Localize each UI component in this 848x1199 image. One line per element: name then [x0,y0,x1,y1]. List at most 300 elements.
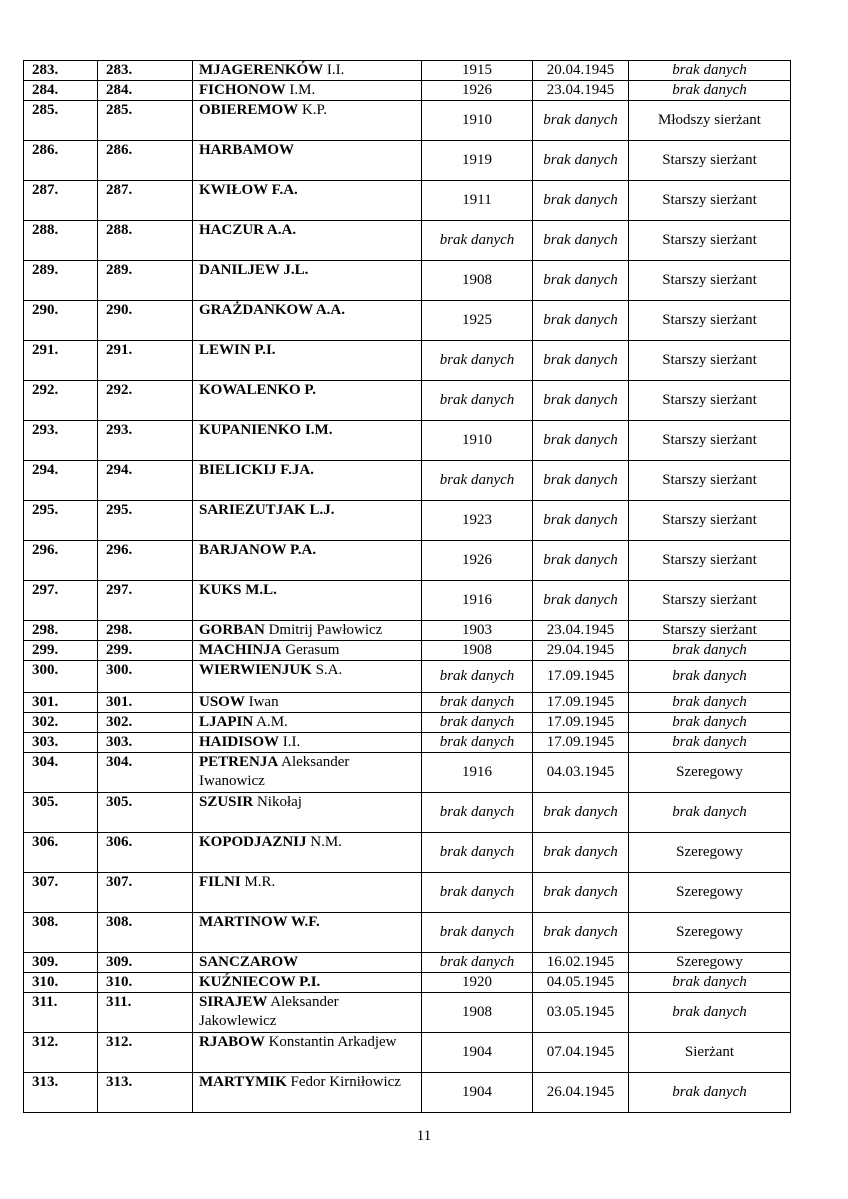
birth-year-text: 1908 [462,1004,492,1020]
birth-year-text: 1920 [462,974,492,990]
entry-number [24,461,98,501]
death-date [533,693,629,713]
surname: HAIDISOW [199,734,280,750]
table-row [24,661,791,693]
list-number-text: 307. [106,874,133,890]
entry-number [24,1033,98,1073]
entry-number [24,713,98,733]
rank [629,1033,791,1073]
list-number [98,621,193,641]
rank-text: Starszy sierżant [662,272,757,288]
surname: FICHONOW [199,82,286,98]
birth-year [422,793,533,833]
table-row [24,641,791,661]
surname: KUPANIENKO I.M. [199,422,333,438]
surname: SZUSIR [199,794,254,810]
list-number-text: 312. [106,1034,133,1050]
table-row [24,61,791,81]
table-row [24,261,791,301]
person-name [193,873,422,913]
entry-number-text: 292. [32,382,59,398]
rank-text: brak danych [672,974,747,990]
given-names: Iwan [248,694,279,710]
table-row [24,501,791,541]
list-number [98,993,193,1033]
death-date-text: 04.03.1945 [546,764,615,780]
person-name [193,713,422,733]
surname: MJAGERENKÓW [199,62,324,78]
list-number-text: 292. [106,382,133,398]
table-row [24,1033,791,1073]
list-number-text: 310. [106,974,133,990]
death-date-text: 23.04.1945 [546,82,615,98]
rank [629,793,791,833]
list-number-text: 298. [106,622,133,638]
death-date [533,541,629,581]
birth-year-text: 1910 [462,112,492,128]
person-name [193,301,422,341]
rank-text: Szeregowy [676,884,743,900]
entry-number [24,993,98,1033]
rank-text: brak danych [672,82,747,98]
entry-number-text: 309. [32,954,59,970]
death-date [533,261,629,301]
birth-year-text: 1911 [462,192,492,208]
death-date [533,873,629,913]
rank [629,641,791,661]
given-names: Konstantin Arkadjew [268,1034,397,1050]
death-date [533,81,629,101]
surname: HACZUR A.A. [199,222,297,238]
person-name [193,141,422,181]
death-date [533,181,629,221]
table-row [24,81,791,101]
entry-number-text: 287. [32,182,59,198]
entry-number-text: 296. [32,542,59,558]
rank [629,661,791,693]
entry-number [24,693,98,713]
list-number-text: 300. [106,662,133,678]
list-number [98,181,193,221]
given-names: Aleksander Jakowlewicz [199,994,339,1029]
table-row [24,181,791,221]
list-number [98,953,193,973]
rank [629,101,791,141]
surname: WIERWIENJUK [199,662,312,678]
birth-year [422,953,533,973]
rank-text: Starszy sierżant [662,392,757,408]
person-name [193,341,422,381]
list-number-text: 308. [106,914,133,930]
person-name [193,581,422,621]
birth-year-text: 1916 [462,764,492,780]
person-name [193,181,422,221]
entry-number [24,953,98,973]
list-number [98,81,193,101]
list-number [98,461,193,501]
birth-year [422,141,533,181]
birth-year-text: 1910 [462,432,492,448]
entry-number-text: 286. [32,142,59,158]
surname: KWIŁOW F.A. [199,182,298,198]
person-name [193,461,422,501]
person-name [193,381,422,421]
birth-year [422,301,533,341]
entry-number-text: 308. [32,914,59,930]
list-number-text: 309. [106,954,133,970]
death-date-text: brak danych [543,844,618,860]
list-number [98,541,193,581]
entry-number [24,661,98,693]
table-row [24,341,791,381]
death-date [533,221,629,261]
rank-text: brak danych [672,694,747,710]
death-date [533,1073,629,1113]
death-date [533,993,629,1033]
death-date [533,713,629,733]
rank [629,913,791,953]
death-date-text: 17.09.1945 [546,668,615,684]
table-row [24,793,791,833]
rank-text: Starszy sierżant [662,152,757,168]
birth-year-text: 1923 [462,512,492,528]
surname: PETRENJA [199,754,279,770]
list-number [98,873,193,913]
list-number [98,61,193,81]
death-date-text: 23.04.1945 [546,622,615,638]
person-name [193,833,422,873]
table-row [24,141,791,181]
person-name [193,641,422,661]
rank [629,81,791,101]
table-row [24,101,791,141]
rank [629,221,791,261]
person-name [193,501,422,541]
entry-number [24,973,98,993]
rank [629,993,791,1033]
birth-year-text: 1926 [462,82,492,98]
rank-text: brak danych [672,62,747,78]
list-number [98,301,193,341]
entry-number-text: 290. [32,302,59,318]
birth-year [422,81,533,101]
death-date [533,381,629,421]
entry-number-text: 305. [32,794,59,810]
birth-year-text: 1908 [462,642,492,658]
table-row [24,733,791,753]
rank-text: Szeregowy [676,924,743,940]
birth-year [422,221,533,261]
birth-year-text: 1908 [462,272,492,288]
death-date [533,661,629,693]
birth-year [422,973,533,993]
person-name [193,661,422,693]
surname: MACHINJA [199,642,282,658]
person-name [193,1033,422,1073]
surname: LJAPIN [199,714,254,730]
list-number-text: 284. [106,82,133,98]
birth-year [422,641,533,661]
entry-number-text: 304. [32,754,59,770]
person-name [193,973,422,993]
entry-number [24,221,98,261]
table-row [24,541,791,581]
entry-number [24,793,98,833]
entry-number-text: 284. [32,82,59,98]
list-number-text: 294. [106,462,133,478]
rank-text: Szeregowy [676,764,743,780]
death-date-text: brak danych [543,232,618,248]
rank [629,753,791,793]
rank-text: brak danych [672,668,747,684]
birth-year-text: brak danych [439,694,515,710]
death-date [533,341,629,381]
list-number-text: 287. [106,182,133,198]
entry-number [24,261,98,301]
entry-number [24,141,98,181]
birth-year-text: brak danych [439,232,515,248]
person-name [193,101,422,141]
death-date [533,101,629,141]
surname: SANCZAROW [199,954,299,970]
list-number-text: 296. [106,542,133,558]
birth-year-text: brak danych [439,352,515,368]
birth-year [422,873,533,913]
person-name [193,621,422,641]
rank [629,341,791,381]
list-number [98,641,193,661]
death-date-text: brak danych [543,472,618,488]
death-date [533,461,629,501]
rank-text: Starszy sierżant [662,472,757,488]
birth-year-text: 1904 [462,1084,492,1100]
list-number [98,501,193,541]
entry-number [24,733,98,753]
entry-number [24,1073,98,1113]
entry-number [24,833,98,873]
entry-number [24,621,98,641]
rank-text: Starszy sierżant [662,552,757,568]
rank-text: Starszy sierżant [662,432,757,448]
death-date-text: brak danych [543,112,618,128]
list-number-text: 288. [106,222,133,238]
entry-number [24,913,98,953]
list-number [98,733,193,753]
rank [629,953,791,973]
surname: FILNI [199,874,241,890]
death-date-text: brak danych [543,924,618,940]
birth-year-text: brak danych [439,804,515,820]
birth-year-text: brak danych [439,734,515,750]
table-body [24,61,791,1113]
entry-number [24,421,98,461]
entry-number-text: 295. [32,502,59,518]
entry-number [24,873,98,913]
casualty-table [23,60,791,1113]
birth-year [422,541,533,581]
rank-text: Starszy sierżant [662,622,757,638]
list-number-text: 293. [106,422,133,438]
rank [629,621,791,641]
surname: KUKS M.L. [199,582,277,598]
list-number [98,221,193,261]
given-names: K.P. [301,102,327,118]
entry-number-text: 306. [32,834,59,850]
death-date-text: 07.04.1945 [546,1044,615,1060]
surname: GRAŻDANKOW A.A. [199,302,345,318]
person-name [193,1073,422,1113]
rank [629,581,791,621]
entry-number-text: 294. [32,462,59,478]
death-date-text: brak danych [543,352,618,368]
person-name [193,793,422,833]
death-date [533,753,629,793]
rank [629,461,791,501]
person-name [193,753,422,793]
birth-year [422,421,533,461]
birth-year [422,713,533,733]
surname: RJABOW [199,1034,265,1050]
list-number-text: 304. [106,754,133,770]
rank-text: brak danych [672,734,747,750]
table-row [24,973,791,993]
rank [629,421,791,461]
birth-year-text: brak danych [439,884,515,900]
table-row [24,753,791,793]
birth-year-text: 1915 [462,62,492,78]
table-row [24,693,791,713]
birth-year [422,661,533,693]
death-date [533,581,629,621]
surname: SARIEZUTJAK L.J. [199,502,335,518]
entry-number-text: 303. [32,734,59,750]
death-date-text: brak danych [543,312,618,328]
table-row [24,713,791,733]
entry-number-text: 313. [32,1074,59,1090]
rank [629,181,791,221]
death-date-text: 17.09.1945 [546,694,615,710]
rank-text: Starszy sierżant [662,352,757,368]
list-number [98,713,193,733]
death-date-text: brak danych [543,392,618,408]
entry-number-text: 311. [32,994,58,1010]
table-row [24,381,791,421]
person-name [193,913,422,953]
surname: KOWALENKO P. [199,382,316,398]
entry-number-text: 307. [32,874,59,890]
list-number-text: 285. [106,102,133,118]
birth-year [422,101,533,141]
entry-number [24,301,98,341]
death-date-text: 03.05.1945 [546,1004,615,1020]
rank [629,713,791,733]
birth-year [422,581,533,621]
list-number-text: 301. [106,694,133,710]
rank-text: brak danych [672,1084,747,1100]
surname: GORBAN [199,622,265,638]
list-number [98,1033,193,1073]
death-date [533,621,629,641]
given-names: N.M. [310,834,342,850]
birth-year-text: brak danych [439,924,515,940]
birth-year [422,341,533,381]
death-date-text: brak danych [543,804,618,820]
given-names: Gerasum [285,642,340,658]
list-number [98,141,193,181]
death-date [533,301,629,341]
list-number-text: 291. [106,342,133,358]
birth-year-text: 1916 [462,592,492,608]
given-names: Dmitrij Pawłowicz [268,622,383,638]
surname: MARTYMIK [199,1074,287,1090]
birth-year [422,261,533,301]
death-date [533,61,629,81]
rank-text: Starszy sierżant [662,592,757,608]
list-number [98,381,193,421]
list-number-text: 305. [106,794,133,810]
death-date-text: 26.04.1945 [546,1084,615,1100]
surname: HARBAMOW [199,142,294,158]
death-date [533,141,629,181]
birth-year-text: 1925 [462,312,492,328]
list-number [98,973,193,993]
birth-year [422,381,533,421]
death-date [533,733,629,753]
person-name [193,81,422,101]
death-date-text: 16.02.1945 [546,954,615,970]
birth-year-text: brak danych [439,954,515,970]
list-number [98,661,193,693]
birth-year [422,993,533,1033]
rank [629,541,791,581]
rank [629,873,791,913]
entry-number [24,101,98,141]
surname: KUŹNIECOW P.I. [199,974,321,990]
death-date-text: 17.09.1945 [546,714,615,730]
rank-text: Szeregowy [676,844,743,860]
list-number-text: 299. [106,642,133,658]
list-number [98,101,193,141]
birth-year [422,461,533,501]
death-date-text: brak danych [543,192,618,208]
table-row [24,1073,791,1113]
person-name [193,61,422,81]
surname: BARJANOW P.A. [199,542,317,558]
list-number [98,261,193,301]
list-number [98,581,193,621]
list-number [98,793,193,833]
birth-year [422,833,533,873]
death-date [533,501,629,541]
rank-text: brak danych [672,714,747,730]
rank-text: Sierżant [684,1044,735,1060]
death-date-text: brak danych [543,552,618,568]
entry-number [24,61,98,81]
death-date [533,641,629,661]
surname: SIRAJEW [199,994,268,1010]
birth-year [422,501,533,541]
table-row [24,221,791,261]
surname: LEWIN P.I. [199,342,276,358]
list-number-text: 306. [106,834,133,850]
birth-year [422,753,533,793]
entry-number [24,81,98,101]
birth-year-text: brak danych [439,392,515,408]
death-date [533,793,629,833]
entry-number [24,753,98,793]
entry-number-text: 312. [32,1034,59,1050]
entry-number [24,181,98,221]
